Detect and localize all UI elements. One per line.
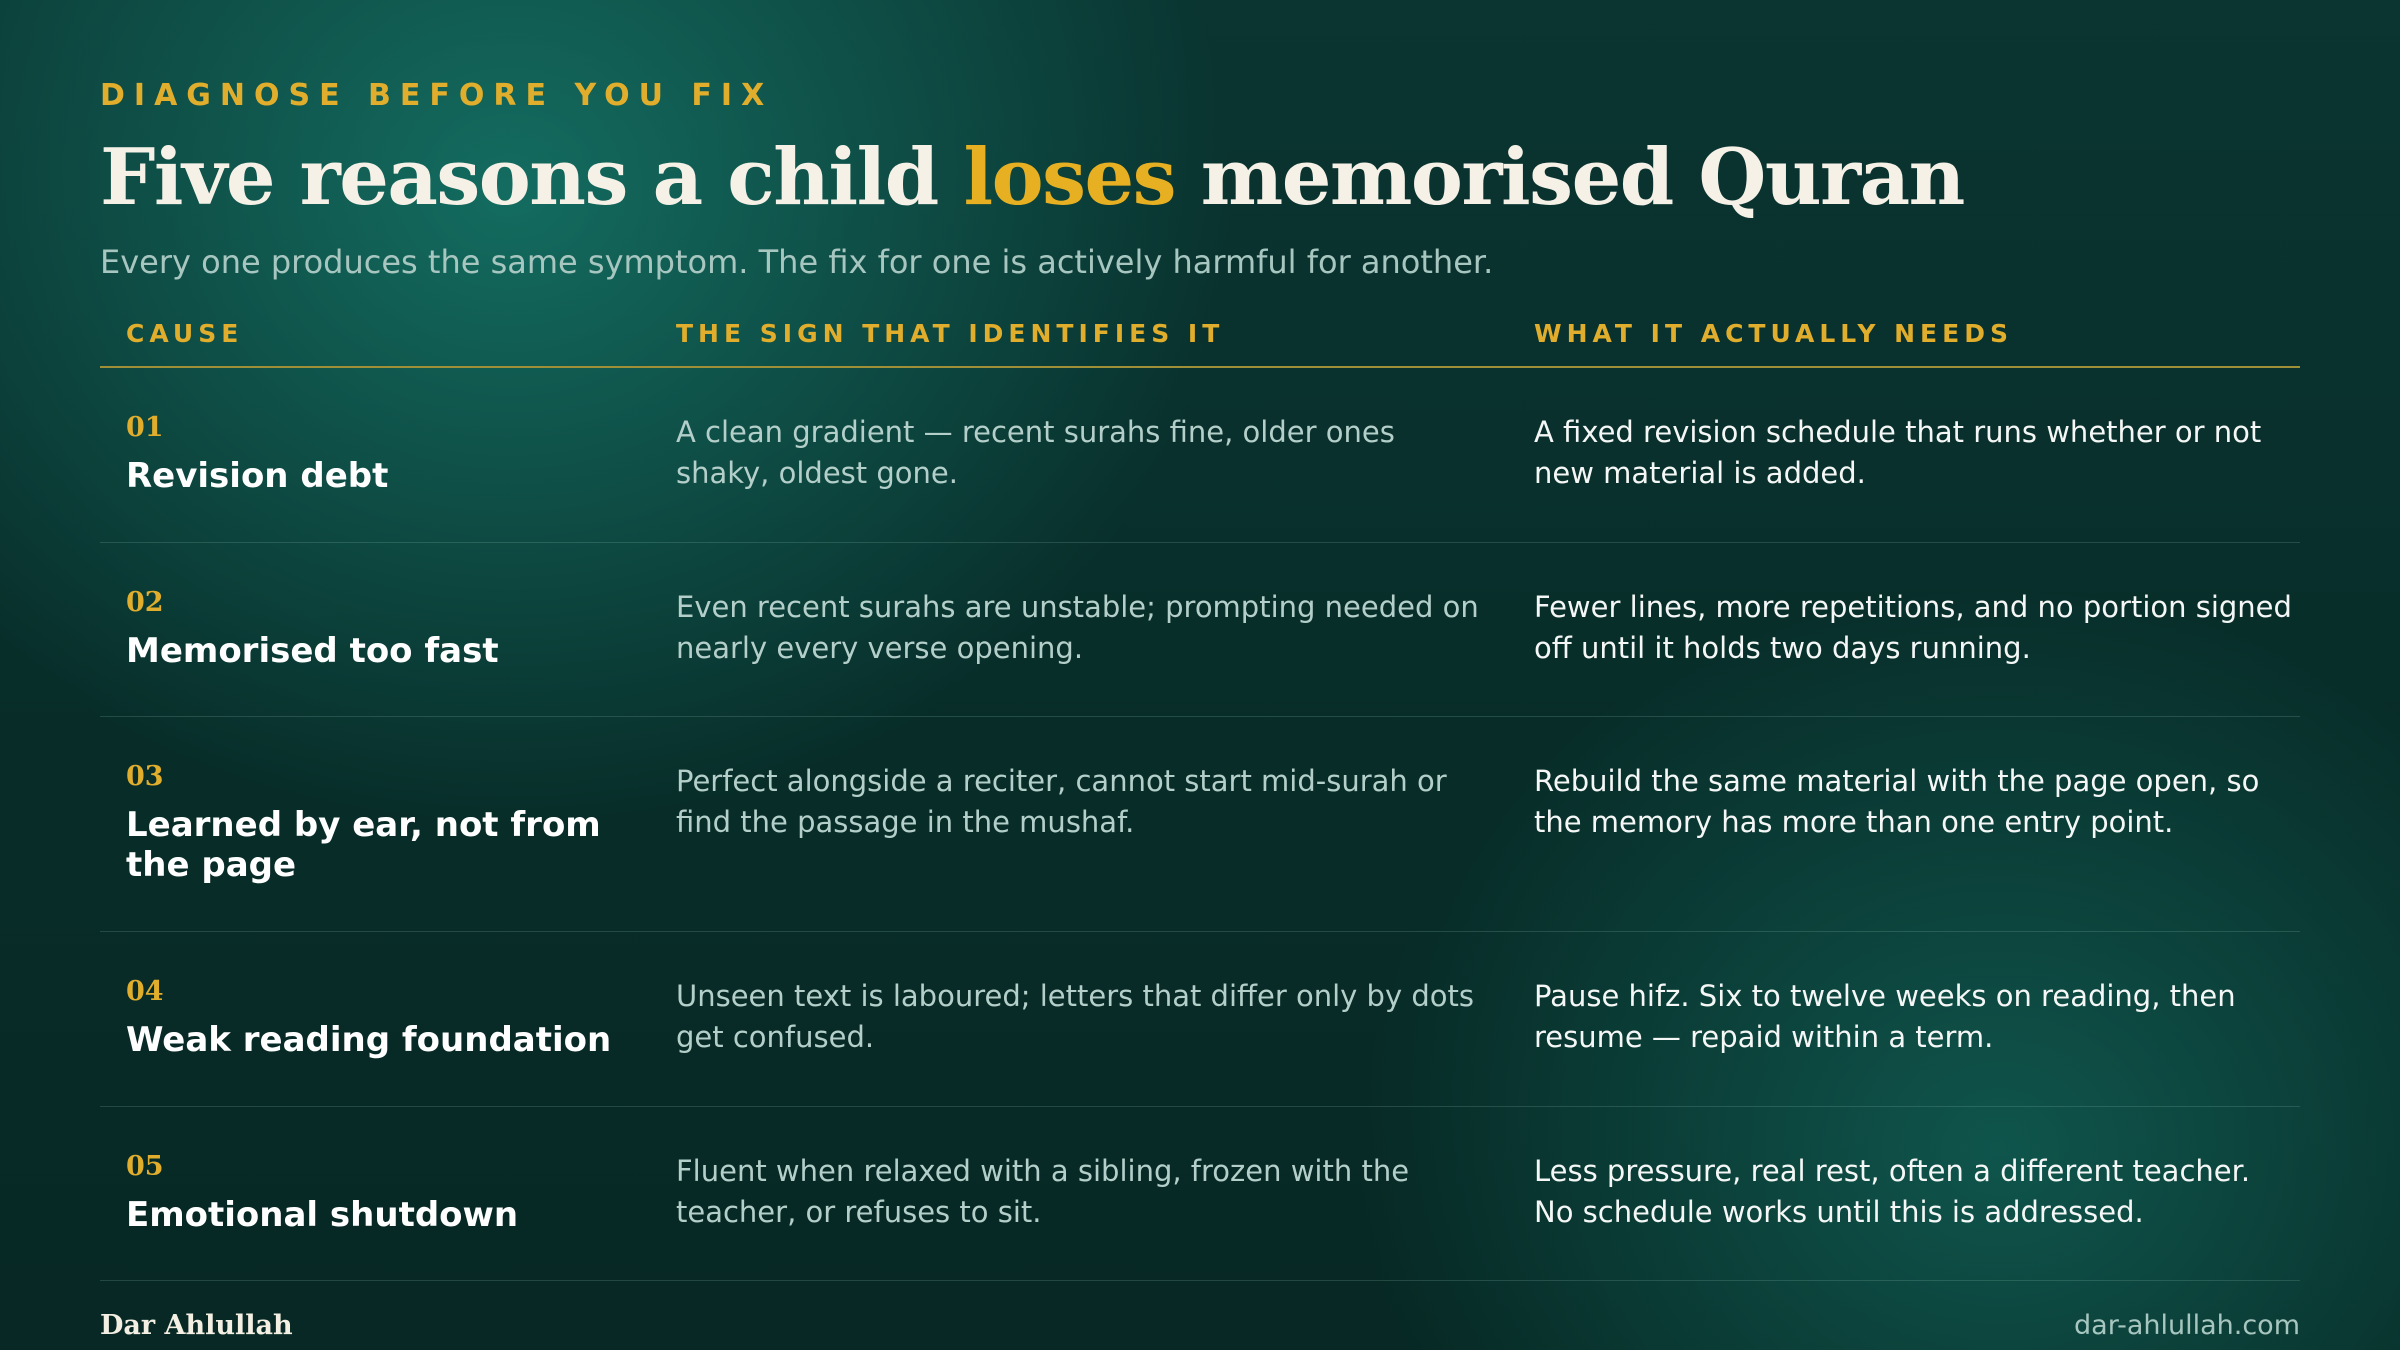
row-cause: Emotional shutdown <box>126 1195 519 1235</box>
row-cause: Weak reading foundation <box>126 1020 612 1060</box>
row-number: 03 <box>126 761 164 792</box>
table-row <box>100 932 2300 1107</box>
table-header <box>100 313 2300 368</box>
row-need: Rebuild the same material with the page open, so the memory has more than one entry point. <box>1534 764 2260 839</box>
page-title <box>100 132 1964 223</box>
row-sign: Unseen text is laboured; letters that differ only by dots get confused. <box>676 979 1474 1054</box>
table-row <box>100 543 2300 717</box>
row-sign: Even recent surahs are unstable; prompting needed on nearly every verse opening. <box>676 590 1479 665</box>
row-need: Pause hifz. Six to twelve weeks on reading, then resume — repaid within a term. <box>1534 979 2236 1054</box>
row-number: 04 <box>126 976 164 1007</box>
row-sign: Fluent when relaxed with a sibling, frozen with the teacher, or refuses to sit. <box>676 1154 1410 1229</box>
column-header-cause: CAUSE <box>126 319 244 348</box>
eyebrow: DIAGNOSE BEFORE YOU FIX <box>100 78 774 113</box>
table-row <box>100 1107 2300 1281</box>
row-number: 02 <box>126 587 164 618</box>
row-cause: Revision debt <box>126 456 389 496</box>
row-sign: Perfect alongside a reciter, cannot start mid-surah or find the passage in the mushaf. <box>676 764 1447 839</box>
subtitle: Every one produces the same symptom. The fix for one is actively harmful for another. <box>100 243 1494 281</box>
title-accent-word: loses <box>963 132 1176 223</box>
table-row <box>100 368 2300 543</box>
column-header-needs: WHAT IT ACTUALLY NEEDS <box>1534 319 2013 348</box>
website-url: dar-ahlullah.com <box>2074 1310 2300 1341</box>
title-start: Five reasons a child <box>100 132 964 223</box>
row-number: 05 <box>126 1151 164 1182</box>
table-row <box>100 717 2300 932</box>
row-cause: Memorised too fast <box>126 631 499 671</box>
row-need: A fixed revision schedule that runs whether or not new material is added. <box>1534 415 2262 490</box>
column-header-sign: THE SIGN THAT IDENTIFIES IT <box>676 319 1225 348</box>
brand-name: Dar Ahlullah <box>100 1310 293 1341</box>
row-sign: A clean gradient — recent surahs fine, older ones shaky, oldest gone. <box>676 415 1395 490</box>
row-number: 01 <box>126 412 164 443</box>
row-need: Less pressure, real rest, often a different teacher. No schedule works until this is addressed. <box>1534 1154 2251 1229</box>
row-cause: Learned by ear, not from the page <box>126 805 601 885</box>
title-end: memorised Quran <box>1175 132 1964 223</box>
table-body <box>100 368 2300 1281</box>
row-need: Fewer lines, more repetitions, and no portion signed off until it holds two days running. <box>1534 590 2292 665</box>
